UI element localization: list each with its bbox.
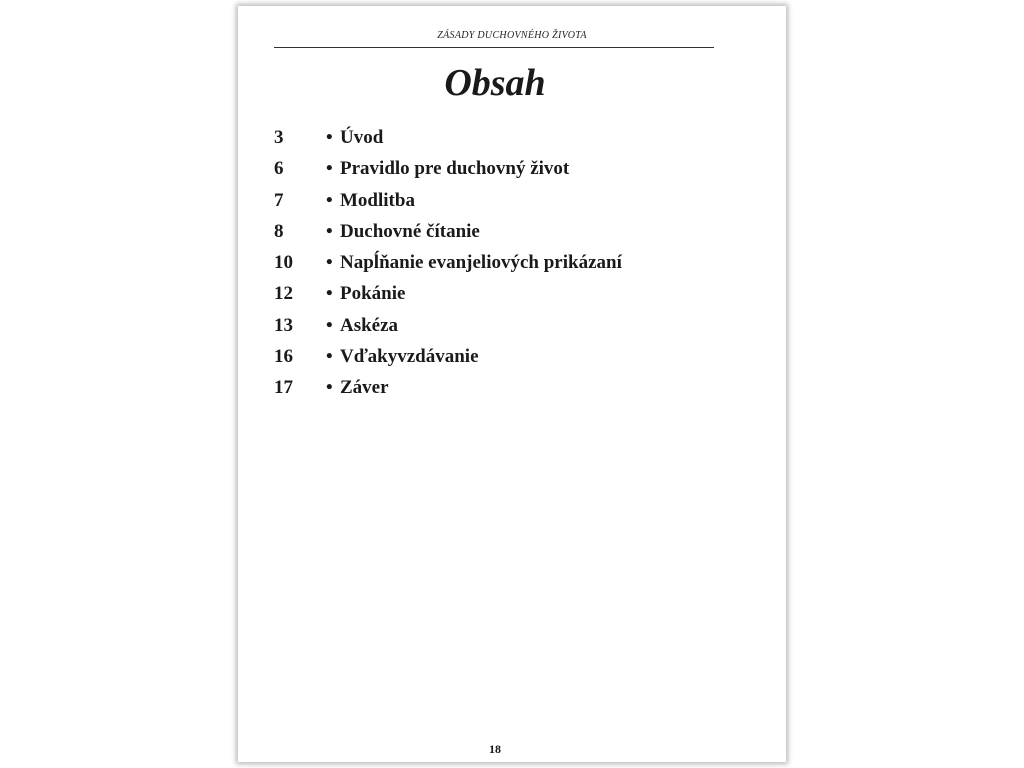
header-rule (274, 47, 714, 48)
toc-entry (274, 310, 744, 341)
toc-bullet: • (326, 220, 333, 242)
toc-entry-title: Pravidlo pre duchovný život (340, 158, 570, 180)
running-header: ZÁSADY DUCHOVNÉHO ŽIVOTA (437, 30, 587, 41)
toc-bullet: • (326, 377, 333, 399)
toc-entry (274, 372, 744, 403)
toc-entry (274, 247, 744, 278)
toc-entry-title: Duchovné čítanie (340, 220, 480, 242)
toc-entry (274, 122, 744, 153)
toc-bullet: • (326, 283, 333, 305)
toc-entry-page: 16 (274, 346, 293, 368)
table-of-contents (274, 122, 744, 404)
toc-entry-page: 8 (274, 220, 284, 242)
toc-entry-title: Záver (340, 377, 389, 399)
toc-entry-title: Pokánie (340, 283, 406, 305)
toc-entry-page: 10 (274, 252, 293, 274)
toc-entry-page: 12 (274, 283, 293, 305)
toc-entry-title: Askéza (340, 314, 399, 336)
page-title: Obsah (444, 62, 546, 104)
toc-entry (274, 153, 744, 184)
toc-entry-title: Napĺňanie evanjeliových prikázaní (340, 252, 622, 274)
document-page (238, 6, 786, 762)
toc-bullet: • (326, 189, 333, 211)
toc-entry-title: Modlitba (340, 189, 415, 211)
toc-entry (274, 341, 744, 372)
toc-bullet: • (326, 158, 333, 180)
toc-bullet: • (326, 314, 333, 336)
toc-entry (274, 278, 744, 309)
toc-bullet: • (326, 346, 333, 368)
page-number: 18 (489, 742, 501, 756)
toc-entry-page: 13 (274, 314, 293, 336)
toc-bullet: • (326, 252, 333, 274)
toc-entry-page: 7 (274, 189, 284, 211)
toc-entry-page: 3 (274, 127, 284, 148)
toc-entry (274, 185, 744, 216)
toc-entry-title: Vďakyvzdávanie (340, 346, 479, 368)
toc-entry (274, 216, 744, 247)
toc-entry-page: 17 (274, 377, 293, 399)
toc-entry-page: 6 (274, 158, 284, 180)
toc-bullet: • (326, 127, 333, 148)
toc-entry-title: Úvod (340, 127, 384, 148)
